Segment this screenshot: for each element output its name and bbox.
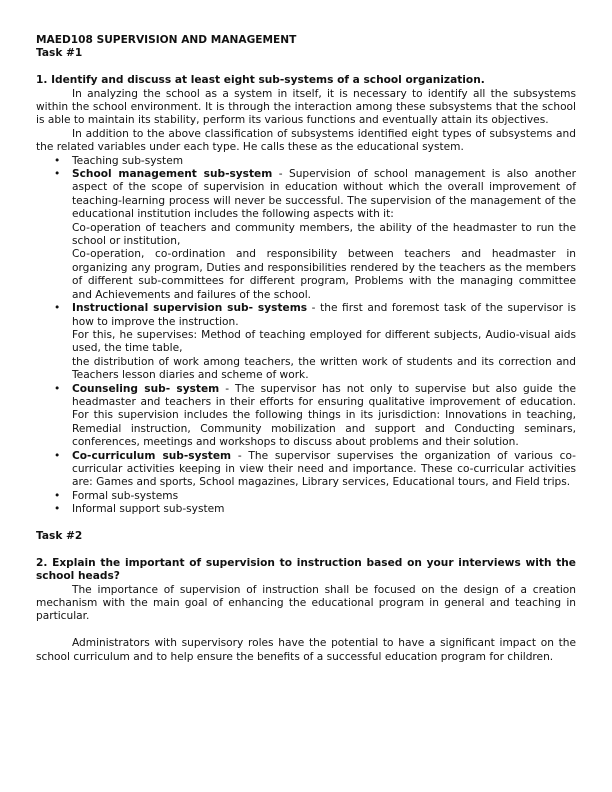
item-text: - Supervision of school management is also another aspect of the scope of supervision in education without which the overall improvement of teaching-learning process will never be successful. The supervision of the management of the educational institution includes the following aspects with it: [72,168,577,221]
item-extra: the distribution of work among teachers, the written work of students and its correction and Teachers lesson diaries and scheme of work. [72,355,576,382]
task1-heading: Task #1 [36,47,83,60]
bullet-icon: • [54,154,61,167]
list-item-informal [36,503,576,516]
bullet-icon: • [54,449,61,462]
item-text: - the first and foremost task of the supervisor is how to improve the instruction. [72,302,576,328]
paragraph-2: In addition to the above classification of subsystems identified eight types of subsystems and the related variables under each type. He calls these as the educational system. [36,127,576,154]
item-extra: Co-operation of teachers and community members, the ability of the headmaster to run the school or institution, [72,221,576,248]
list-item-co-curriculum [36,450,576,490]
bullet-icon: • [54,168,61,181]
list-item-instructional [36,302,576,382]
bullet-icon: • [54,382,61,395]
task2-heading: Task #2 [36,530,83,542]
item-title: Co-curriculum sub-system [72,449,232,462]
item-extra: For this, he supervises: Method of teaching employed for different subjects, Audio-visual aids used, the time table, [72,328,576,355]
item-title: School management sub-system [72,168,273,181]
item-title: Instructional supervision sub- systems [72,302,308,315]
item-text: - The supervisor has not only to supervise but also guide the headmaster and teachers in their efforts for ensuring qualitative improvement of education. For this supervision includes the following things in its jurisdiction: Innovations in teaching, Remedial instruction, Community mobilization and support and Conducting seminars, conferences, meetings and workshops to discuss about problems and their solution. [72,382,576,449]
paragraph-1: In analyzing the school as a system in itself, it is necessary to identify all the subsystems within the school environment. It is through the interaction among these subsystems that the school is able to maintain its stability, perform its various functions and eventually attain its objectives. [36,87,576,127]
subsystem-list [36,155,576,517]
item-title: Informal support sub-system [72,503,225,516]
item-extra: Co-operation, co-ordination and responsibility between teachers and headmaster in organizing any program, Duties and responsibilities rendered by the teachers as the members of different sub-committees for different program, Problems with the managing committee and Achievements and failures of the school. [72,248,576,301]
item-title: Formal sub-systems [72,489,179,502]
list-item-formal [36,490,576,503]
document-page [36,34,576,664]
question-1: 1. Identify and discuss at least eight sub-systems of a school organization. [36,74,485,87]
item-title: Counseling sub- system [72,382,220,395]
bullet-icon: • [54,489,61,502]
bullet-icon: • [54,503,61,516]
list-item-teaching [36,155,576,168]
item-title: Teaching sub-system [72,154,184,167]
question-2: 2. Explain the important of supervision to instruction based on your interviews with the school heads? [36,556,576,583]
item-text: - The supervisor supervises the organization of various co- curricular activities keeping in view their need and importance. These co-curricular activities are: Games and sports, School magazines, Library services, Educational tours, and Field trips. [72,449,576,489]
list-item-school-management [36,168,576,302]
paragraph-3: The importance of supervision of instruction shall be focused on the design of a creation mechanism with the main goal of enhancing the educational program in general and teaching in particular. [36,583,576,623]
list-item-counseling [36,383,576,450]
course-title: MAED108 SUPERVISION AND MANAGEMENT [36,34,297,46]
paragraph-4: Administrators with supervisory roles have the potential to have a significant impact on the school curriculum and to help ensure the benefits of a successful education program for children. [36,637,576,663]
bullet-icon: • [54,302,61,315]
